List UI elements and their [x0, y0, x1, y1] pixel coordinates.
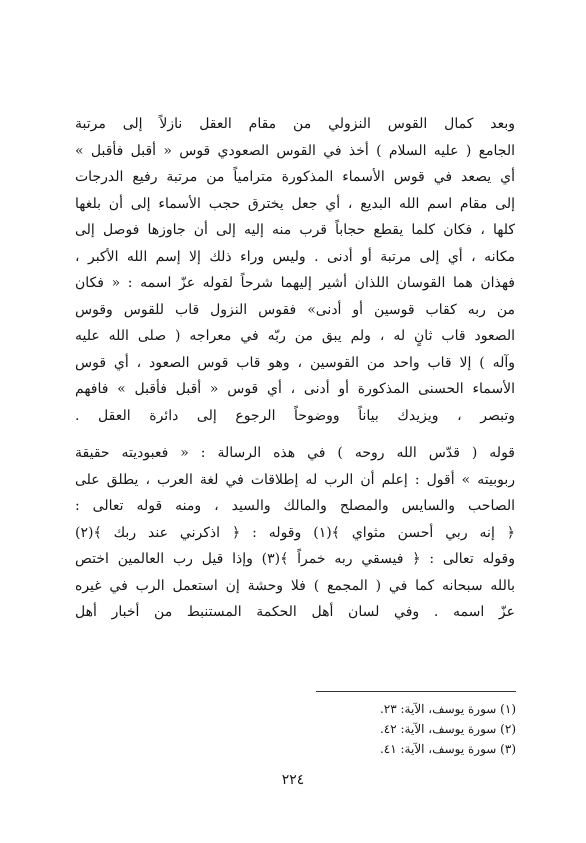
text-line: قوله ( قدّس الله روحه ) في هذه الرسالة : « فعبوديته حقيقة [75, 445, 515, 461]
text-line: وقوله تعالى : ﴿ فيسقي ربه خمراً ﴾(٣) وإذا قيل رب العالمين اختص [75, 551, 515, 567]
text-line: وبعد كمال القوس النزولي من مقام العقل نازلاً إلى مرتبة [75, 116, 515, 132]
footnote-1: (١) سورة يوسف، الآية: ٢٣. [379, 702, 516, 716]
text-line: إلى مقام اسم الله البديع ، أي جعل يخترق حجب الأسماء إلى أن بلغها [75, 195, 515, 212]
text-line: عزّ اسمه . وفي لسان أهل الحكمة المستنبط من أخبار أهل [75, 604, 515, 620]
body-text [75, 111, 515, 626]
footnote-divider [316, 691, 516, 692]
footnotes [316, 699, 516, 759]
page-number: ٢٢٤ [281, 772, 305, 788]
text-line: الصعود قاب ثانٍ له ، ولم يبق من ربّه في معراجه ( صلى الله عليه [75, 328, 515, 344]
footnote-2: (٢) سورة يوسف، الآية: ٤٢. [379, 722, 516, 736]
text-line: من ربه كقاب قوسين أو أدنى» فقوس النزول قاب للقوس وقوس [75, 301, 515, 318]
paragraph-2 [75, 440, 515, 626]
text-line: ﴿ إنه ربي أحسن مثواي ﴾(١) وقوله : ﴿ اذكرني عند ربك ﴾(٢) [75, 524, 515, 541]
text-line: وتبصر ، ويزيدك بياناً ووضوحاً الرجوع إلى دائرة العقل . [75, 407, 515, 424]
text-line: وآله ) إلا قاب واحد من القوسين ، وهو قاب قوس الصعود ، أي قوس [75, 354, 515, 371]
paragraph-1 [75, 111, 515, 429]
paragraph-gap [75, 429, 515, 440]
text-line: الأسماء الحسنى المذكورة أو أدنى ، أي قوس « أقبل فأقبل » فافهم [75, 381, 515, 397]
text-line: الجامع ( عليه السلام ) أخذ في القوس الصعودي قوس « أقبل فأقبل » [75, 142, 515, 159]
text-line: فهذان هما القوسان اللذان أشير إليهما شرحاً لقوله عزّ اسمه : « فكان [75, 275, 515, 291]
text-line: ربوبيته » أقول : إعلم أن الرب له إطلاقات في لغة العرب ، يطلق على [75, 471, 515, 488]
text-line: بالله سبحانه كما في ( المجمع ) فلا وحشة إن استعمل الرب في غيره [75, 577, 515, 594]
text-line: الصاحب والسايس والمصلح والمالك والسيد ، ومنه قوله تعالى : [75, 498, 515, 514]
text-line: أي يصعد في قوس الأسماء المذكورة مترامياً من مرتبة رفيع الدرجات [75, 169, 515, 185]
text-line: مكانه ، أي إلى مرتبة أو أدنى . وليس وراء ذلك إلا إسم الله الأكبر ، [75, 248, 515, 265]
footnote-3: (٣) سورة يوسف، الآية: ٤١. [379, 742, 516, 756]
text-line: كلها ، فكان كلما يقطع حجاباً قرب منه إليه إلى أن جاوزها فوصل إلى [75, 222, 515, 238]
